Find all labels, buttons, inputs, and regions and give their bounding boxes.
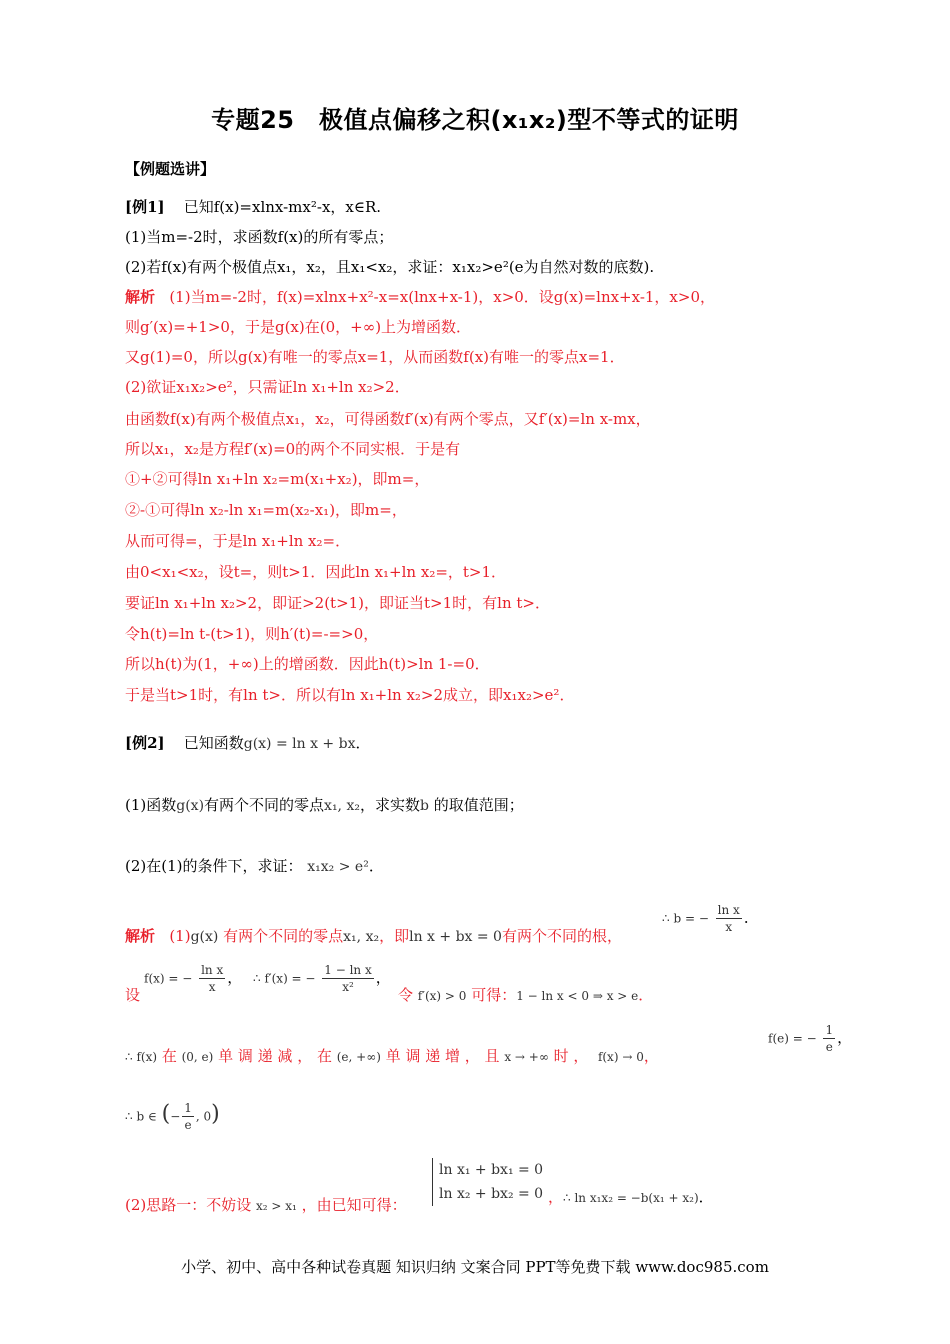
ex2-statement: [例2] 已知函数g(x) = ln x + bx．	[125, 734, 371, 752]
ex2-r5-m2: ∴ ln x₁x₂ = −b(x₁ + x₂)	[563, 1191, 699, 1205]
ex1-stmt: 已知f(x)=xlnx-mx²-x，x∈R.	[183, 198, 382, 216]
ex2-r2-rest: 令 f′(x) > 0 可得：1 − ln x < 0 ⇒ x > e．	[398, 986, 654, 1004]
ex2-r2-a: 设	[125, 986, 141, 1004]
ex2-r2-n1: ln x	[201, 963, 224, 977]
ex2-q2: (2)在(1)的条件下，求证： x₁x₂ > e²．	[125, 857, 384, 875]
ex2-r1-m2: x₁, x₂	[343, 929, 380, 945]
ex2-r3-m2: (0, e)	[181, 1050, 214, 1064]
ex2-q1-d: 的取值范围；	[433, 796, 524, 814]
ex2-r1-a: (1)	[169, 927, 191, 945]
ex2-sol-2	[125, 984, 140, 1006]
ex1-sol-1	[125, 286, 715, 308]
ex2-r3-b: 单 调 递 减 ， 在	[218, 1047, 332, 1065]
ex2-r4-lparen: (	[161, 1101, 171, 1127]
ex1-sol-text-1: (1)当m=-2时，f(x)=xlnx+x²-x=x(lnx+x-1)，x>0．设g(x)=lnx+x-1，x>0，	[169, 288, 716, 306]
ex2-r2-fprime: ∴ f′(x) = − $\frac{\text{1 − ln x}}{\text{x²}}$ ，	[253, 963, 391, 994]
ex2-r4-tail: , 0	[195, 1109, 212, 1124]
ex2-q1-m3: b	[419, 798, 429, 814]
ex2-r4-frac	[182, 1100, 194, 1133]
page-title: 专题25 极值点偏移之积(x₁x₂)型不等式的证明	[211, 106, 739, 134]
ex2-r2-m4: 1 − ln x < 0 ⇒ x > e	[516, 989, 639, 1003]
ex2-r1-den: x	[725, 920, 733, 934]
ex1-sol-7: ①+②可得ln x₁+ln x₂=m(x₁+x₂)，即m=，	[125, 470, 430, 488]
ex2-r3-m3: (e, +∞)	[336, 1050, 381, 1064]
ex2-r2-m2: ∴ f′(x) = −	[253, 971, 316, 986]
ex1-sol-8: ②-①可得ln x₂-ln x₁=m(x₂-x₁)，即m=，	[125, 501, 407, 519]
ex1-sol-label: 解析	[125, 288, 156, 306]
ex2-sol-1	[125, 925, 622, 948]
ex2-r3-a: 在	[161, 1047, 177, 1065]
ex2-r3-m5: f(x) → 0	[597, 1050, 644, 1064]
ex2-r2-b: 令	[398, 986, 414, 1004]
ex1-sol-9: 从而可得=，于是ln x₁+ln x₂=．	[125, 532, 351, 550]
ex2-label: [例2]	[125, 734, 165, 752]
ex2-r3-m1: ∴ f(x)	[125, 1050, 158, 1064]
ex1-sol-10: 由0<x₁<x₂，设t=，则t>1．因此ln x₁+ln x₂=，t>1．	[125, 563, 507, 581]
ex2-r1-d: 有两个不同的根，	[501, 927, 622, 945]
section-header: 【例题选讲】	[125, 160, 216, 178]
ex2-r2-m1: f(x) = −	[144, 971, 193, 986]
ex2-r3-m6: f(e) = −	[768, 1031, 817, 1046]
ex2-r5-m1: x₂ > x₁	[256, 1199, 297, 1213]
ex2-r1-c: ，即	[379, 927, 410, 945]
ex2-q1-b: 有两个不同的零点	[204, 796, 325, 814]
ex2-r1-m3: ln x + bx = 0	[409, 929, 502, 945]
ex1-sol-5: 由函数f(x)有两个极值点x₁，x₂，可得函数f′(x)有两个零点，又f′(x)=ln x-mx，	[125, 410, 651, 428]
ex2-r4-m: ∴ b ∈	[125, 1109, 157, 1124]
ex2-r5-b: ，由已知可得：	[301, 1196, 407, 1214]
ex1-statement	[125, 196, 381, 218]
ex2-r1-b: 有两个不同的零点	[223, 927, 344, 945]
ex2-r2-f: f(x) = − $\frac{\text{ln x}}{x}$ ，	[144, 963, 243, 994]
ex2-r2-c: 可得：	[471, 986, 517, 1004]
ex2-sol-4	[125, 1100, 220, 1133]
ex1-q1: (1)当m=-2时，求函数f(x)的所有零点；	[125, 228, 394, 246]
ex1-sol-6: 所以x₁，x₂是方程f′(x)=0的两个不同实根．于是有	[125, 440, 461, 458]
ex1-sol-11: 要证ln x₁+ln x₂>2，即证>2(t>1)，即证当t>1时，有ln t>．	[125, 594, 550, 612]
ex1-sol-2: 则g′(x)=+1>0，于是g(x)在(0，+∞)上为增函数．	[125, 318, 472, 336]
ex2-r2-d2: x²	[342, 980, 354, 994]
ex2-r3-c: 单 调 递 增 ， 且	[385, 1047, 500, 1065]
ex2-stmt-math: g(x) = ln x + bx	[243, 736, 356, 752]
ex1-sol-4: (2)欲证x₁x₂>e²，只需证ln x₁+ln x₂>2．	[125, 378, 410, 396]
ex2-r1-fraction	[716, 902, 742, 935]
ex2-r2-frac2	[322, 962, 373, 995]
ex2-q1-m1: g(x)	[176, 798, 205, 814]
ex2-q2-math: x₁x₂ > e²	[307, 859, 369, 875]
ex2-r1-m1: g(x)	[190, 929, 219, 945]
ex2-stmt-text: 已知函数	[183, 734, 244, 752]
ex2-r4-num: 1	[184, 1101, 192, 1115]
ex2-sys-eq2: ln x₂ + bx₂ = 0	[439, 1186, 544, 1202]
ex1-q2: (2)若f(x)有两个极值点x₁，x₂，且x₁<x₂，求证：x₁x₂>e²(e为自然对数的底数).	[125, 258, 655, 276]
ex2-q1	[125, 794, 524, 817]
ex2-r3-den: e	[825, 1040, 833, 1054]
ex2-r2-frac1	[199, 962, 225, 995]
ex2-r4-minus: −	[170, 1109, 181, 1124]
ex2-r5-a: (2)思路一：不妨设	[125, 1196, 252, 1214]
ex2-sol-3: ∴ f(x) 在 (0, e) 单 调 递 减 ， 在 (e, +∞) 单 调 递 增 ， 且 x → +∞ 时 ， f(x) → 0，	[125, 1047, 659, 1065]
ex2-r1-m4: ∴ b = −	[662, 911, 709, 926]
ex2-sol-label: 解析	[125, 927, 156, 945]
ex2-r3-num: 1	[825, 1023, 834, 1037]
ex2-q1-a: (1)函数	[125, 796, 177, 814]
ex2-q1-m2: x₁, x₂	[324, 798, 360, 814]
ex1-sol-12: 令h(t)=ln t-(t>1)，则h′(t)=-=>0，	[125, 625, 379, 643]
ex2-r3-fe: f(e) = − $\frac{1}{e}$ ，	[768, 1023, 853, 1054]
ex2-r1-formula: ∴ b = − $\frac{\text{ln x}}{x}$ ．	[662, 903, 759, 934]
ex1-sol-13: 所以h(t)为(1，+∞)上的增函数．因此h(t)>ln 1-=0．	[125, 655, 490, 673]
ex2-r2-d1: x	[208, 980, 216, 994]
ex2-equation-system	[432, 1158, 543, 1206]
ex2-r4-den: e	[184, 1118, 192, 1132]
ex2-r4-rparen: )	[211, 1101, 220, 1127]
ex1-sol-14: 于是当t>1时，有ln t>．所以有ln x₁+ln x₂>2成立，即x₁x₂>e²．	[125, 686, 575, 704]
page-footer: 小学、初中、高中各种试卷真题 知识归纳 文案合同 PPT等免费下载 www.doc985.com	[181, 1258, 769, 1276]
ex1-sol-3: 又g(1)=0，所以g(x)有唯一的零点x=1，从而函数f(x)有唯一的零点x=1．	[125, 348, 625, 366]
ex2-r1-num: ln x	[717, 903, 740, 917]
ex2-sys-eq1: ln x₁ + bx₁ = 0	[439, 1162, 544, 1178]
ex2-r3-m4: x → +∞	[504, 1050, 549, 1064]
ex2-r5-conclusion: ，∴ ln x₁x₂ = −b(x₁ + x₂)．	[548, 1188, 714, 1206]
ex2-r2-n2: 1 − ln x	[324, 963, 372, 977]
ex2-sol-5	[125, 1194, 407, 1217]
ex2-r2-m3: f′(x) > 0	[417, 989, 467, 1003]
ex2-r3-frac	[823, 1022, 835, 1055]
ex1-label: [例1]	[125, 198, 165, 216]
ex2-q1-c: ，求实数	[359, 796, 420, 814]
ex2-q2-a: (2)在(1)的条件下，求证：	[125, 857, 303, 875]
ex2-r3-d: 时 ，	[553, 1047, 589, 1065]
